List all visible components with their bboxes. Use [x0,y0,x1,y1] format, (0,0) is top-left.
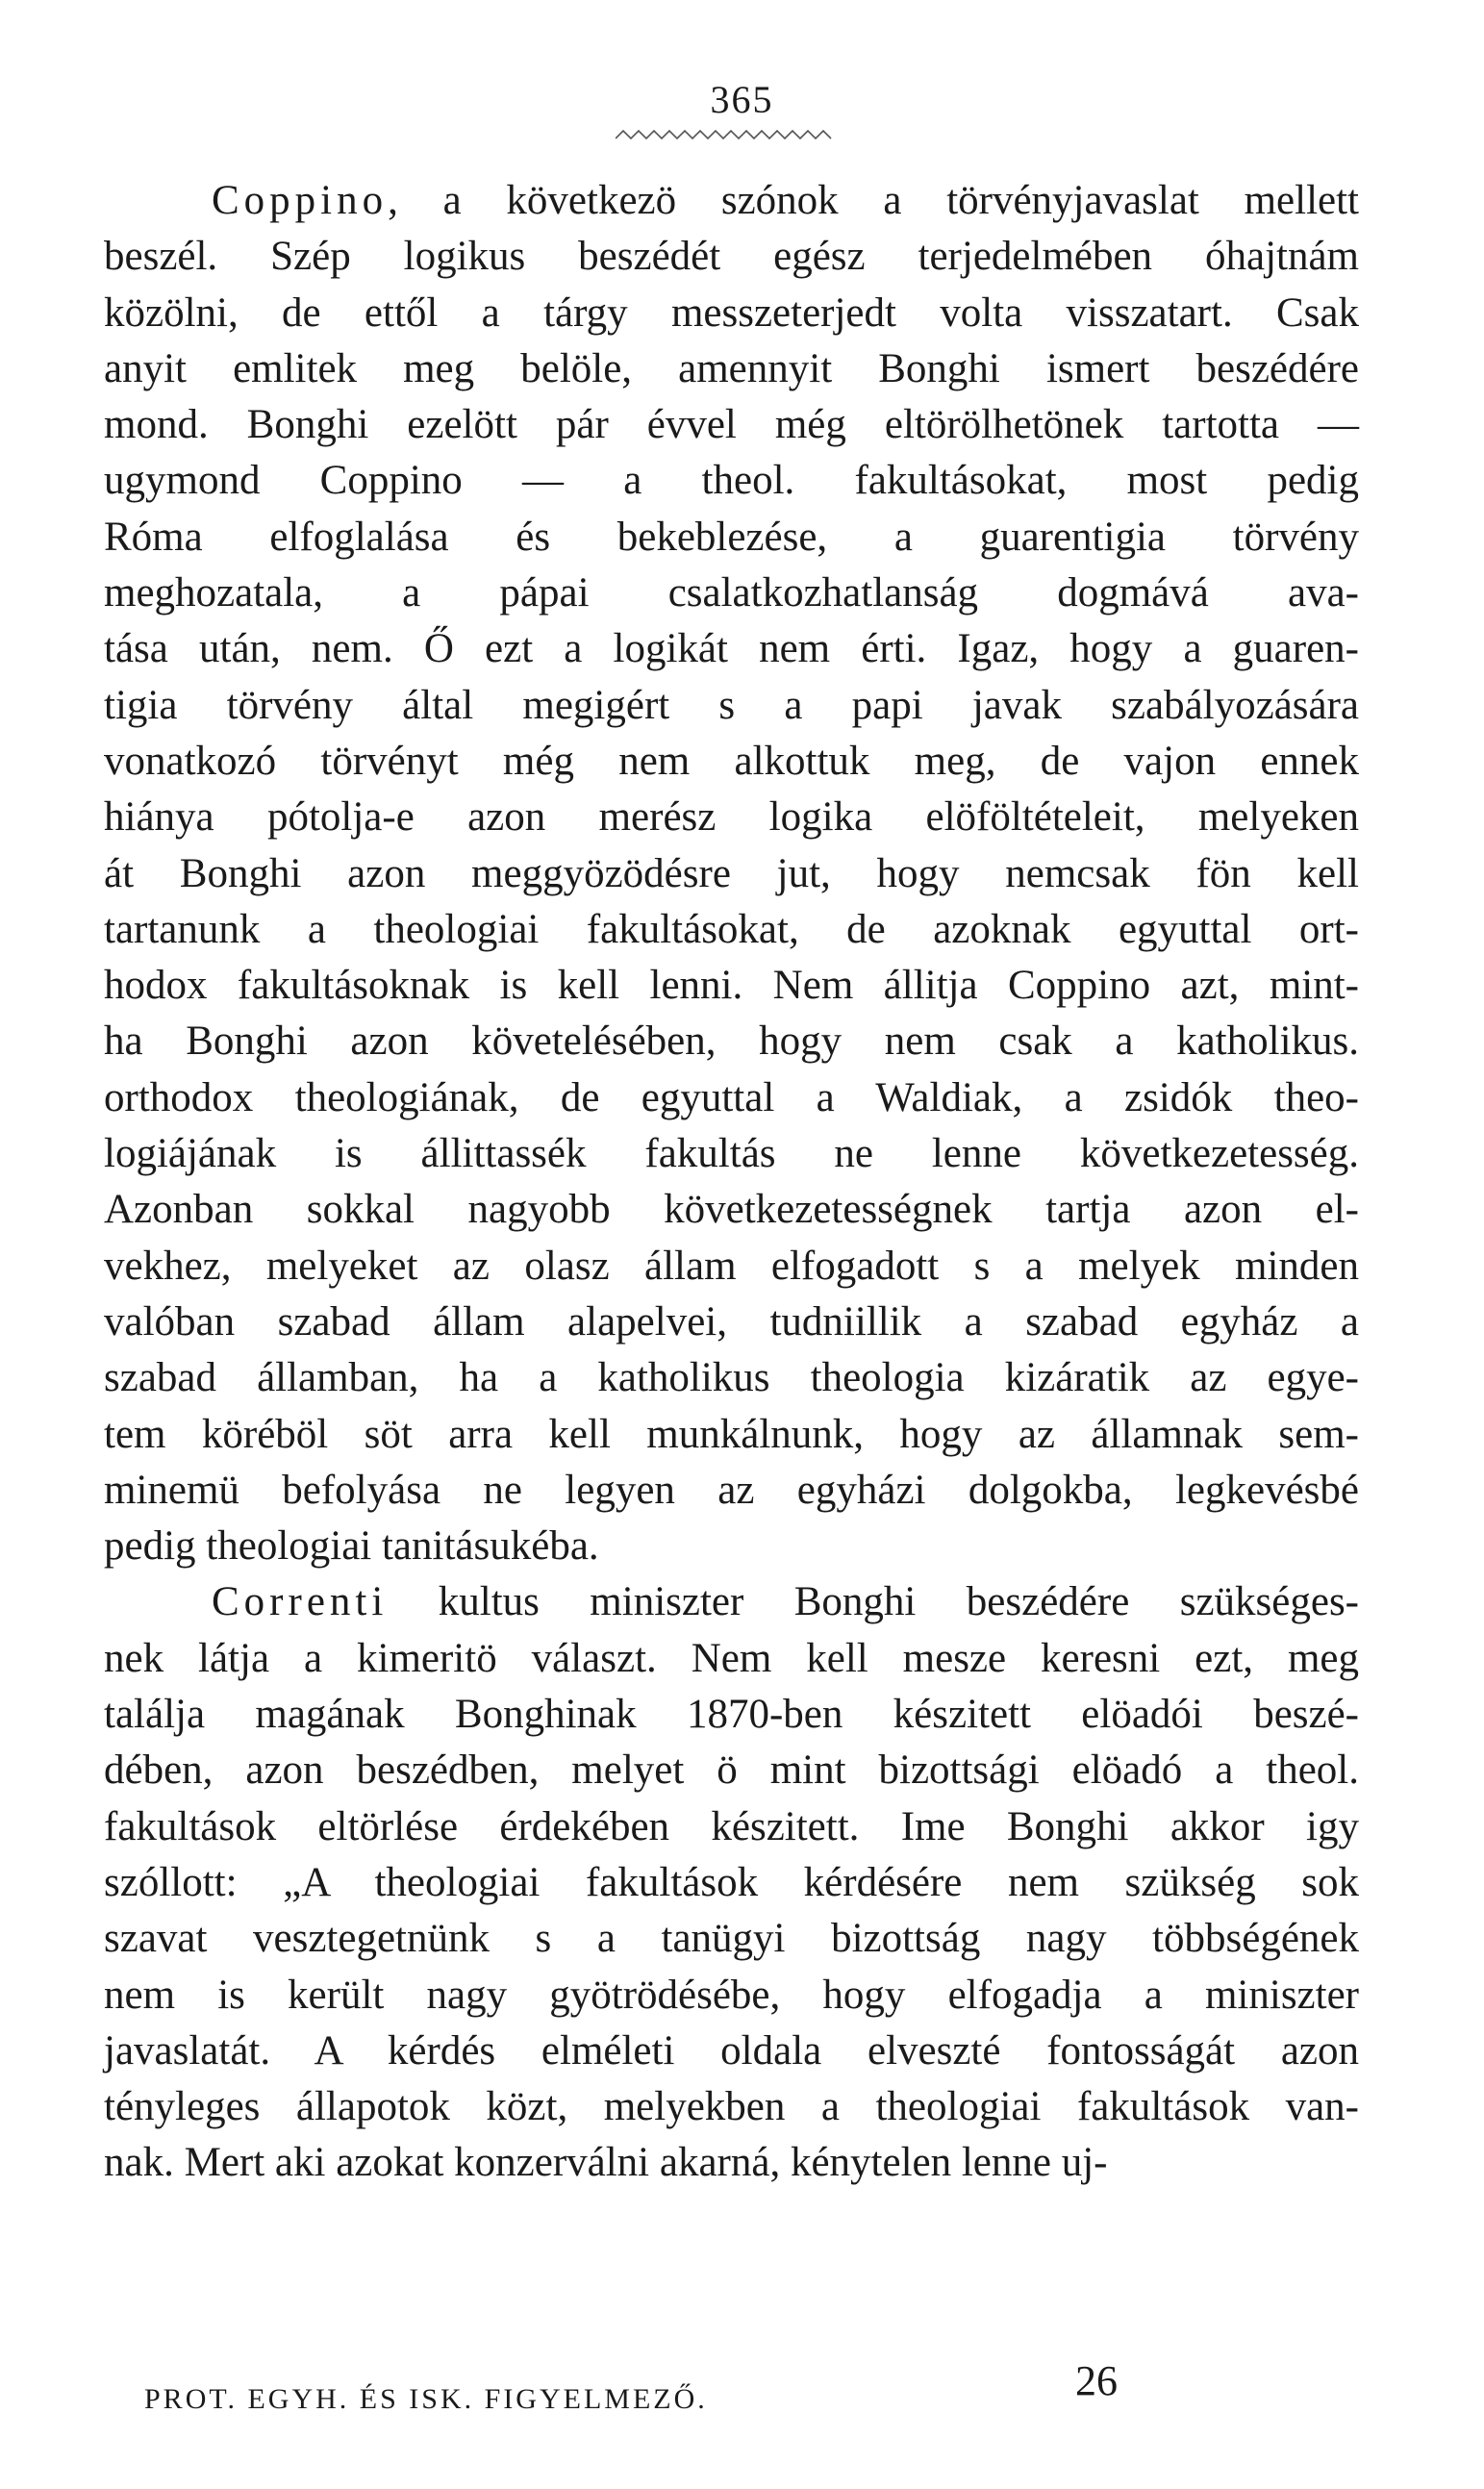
text-line: Azonban sokkal nagyobb következetességnek tartja azon el- [104,1187,1359,1233]
text-line: nak. Mert aki azokat konzerválni akarná, kénytelen lenne uj- [104,2140,1108,2186]
text-line: szabad államban, ha a katholikus theologia kizáratik az egye- [104,1355,1359,1401]
page-footer [104,2357,1359,2431]
text-line: vonatkozó törvényt még nem alkottuk meg, de vajon ennek [104,738,1359,784]
text-line [104,1574,1359,1630]
text-line: logiájának is állittassék fakultás ne lenne következetesség. [104,1131,1359,1177]
text-line: tigia törvény által megigért s a papi javak szabályozására [104,682,1359,728]
body-text [104,173,1359,2192]
line-text: , a következö szónok a törvényjavaslat mellett [388,178,1359,223]
text-line [104,173,1359,229]
text-line: anyit emlitek meg belöle, amennyit Bonghi ismert beszédére [104,345,1359,391]
text-line: Róma elfoglalása és bekeblezése, a guarentigia törvény [104,514,1359,560]
decorative-rule [616,127,837,142]
journal-title: PROT. EGYH. ÉS ISK. FIGYELMEZŐ. [144,2383,708,2415]
text-line: közölni, de ettől a tárgy messzeterjedt volta visszatart. Csak [104,289,1359,336]
text-line: tényleges állapotok közt, melyekben a theologiai fakultások van- [104,2084,1359,2130]
text-line: ha Bonghi azon követelésében, hogy nem csak a katholikus. [104,1018,1359,1065]
signature-number: 26 [1075,2357,1118,2404]
text-line: dében, azon beszédben, melyet ö mint bizottsági elöadó a theol. [104,1747,1359,1794]
text-line: nek látja a kimeritö választ. Nem kell mesze keresni ezt, meg [104,1635,1359,1681]
text-line: valóban szabad állam alapelvei, tudniillik a szabad egyház a [104,1298,1359,1345]
speaker-name: Correnti [212,1579,389,1625]
speaker-name: Coppino [212,178,389,223]
text-line: nem is került nagy gyötrödésébe, hogy elfogadja a miniszter [104,1972,1359,2018]
text-line: orthodox theologiának, de egyuttal a Waldiak, a zsidók theo- [104,1074,1359,1120]
text-line: tem köréböl söt arra kell munkálnunk, hogy az államnak sem- [104,1411,1359,1457]
text-line: tartanunk a theologiai fakultásokat, de azoknak egyuttal ort- [104,906,1359,952]
text-line: szóllott: „A theologiai fakultások kérdésére nem szükség sok [104,1859,1359,1905]
text-line: vekhez, melyeket az olasz állam elfogadott s a melyek minden [104,1243,1359,1289]
text-line: pedig theologiai tanitásukéba. [104,1523,599,1570]
text-line: hodox fakultásoknak is kell lenni. Nem állitja Coppino azt, mint- [104,963,1359,1009]
text-line: tása után, nem. Ő ezt a logikát nem érti. Igaz, hogy a guaren- [104,626,1359,672]
text-line: ugymond Coppino — a theol. fakultásokat, most pedig [104,458,1359,504]
text-line: beszél. Szép logikus beszédét egész terjedelmében óhajtnám [104,234,1359,280]
page-number: 365 [710,78,774,121]
text-line: át Bonghi azon meggyözödésre jut, hogy nemcsak fön kell [104,850,1359,896]
text-line: hiánya pótolja-e azon merész logika elöföltételeit, melyeken [104,794,1359,841]
text-line: találja magának Bonghinak 1870-ben készitett elöadói beszé- [104,1692,1359,1738]
text-line: meghozatala, a pápai csalatkozhatlanság dogmává ava- [104,570,1359,616]
text-line: mond. Bonghi ezelött pár évvel még eltörölhetönek tartotta — [104,402,1359,448]
line-text: kultus miniszter Bonghi beszédére szükséges- [388,1579,1359,1625]
text-line: minemü befolyása ne legyen az egyházi dolgokba, legkevésbé [104,1467,1359,1513]
text-line: javaslatát. A kérdés elméleti oldala elveszté fontosságát azon [104,2027,1359,2074]
text-line: fakultások eltörlése érdekében készitett. Ime Bonghi akkor igy [104,1803,1359,1849]
text-line: szavat vesztegetnünk s a tanügyi bizottság nagy többségének [104,1916,1359,1962]
